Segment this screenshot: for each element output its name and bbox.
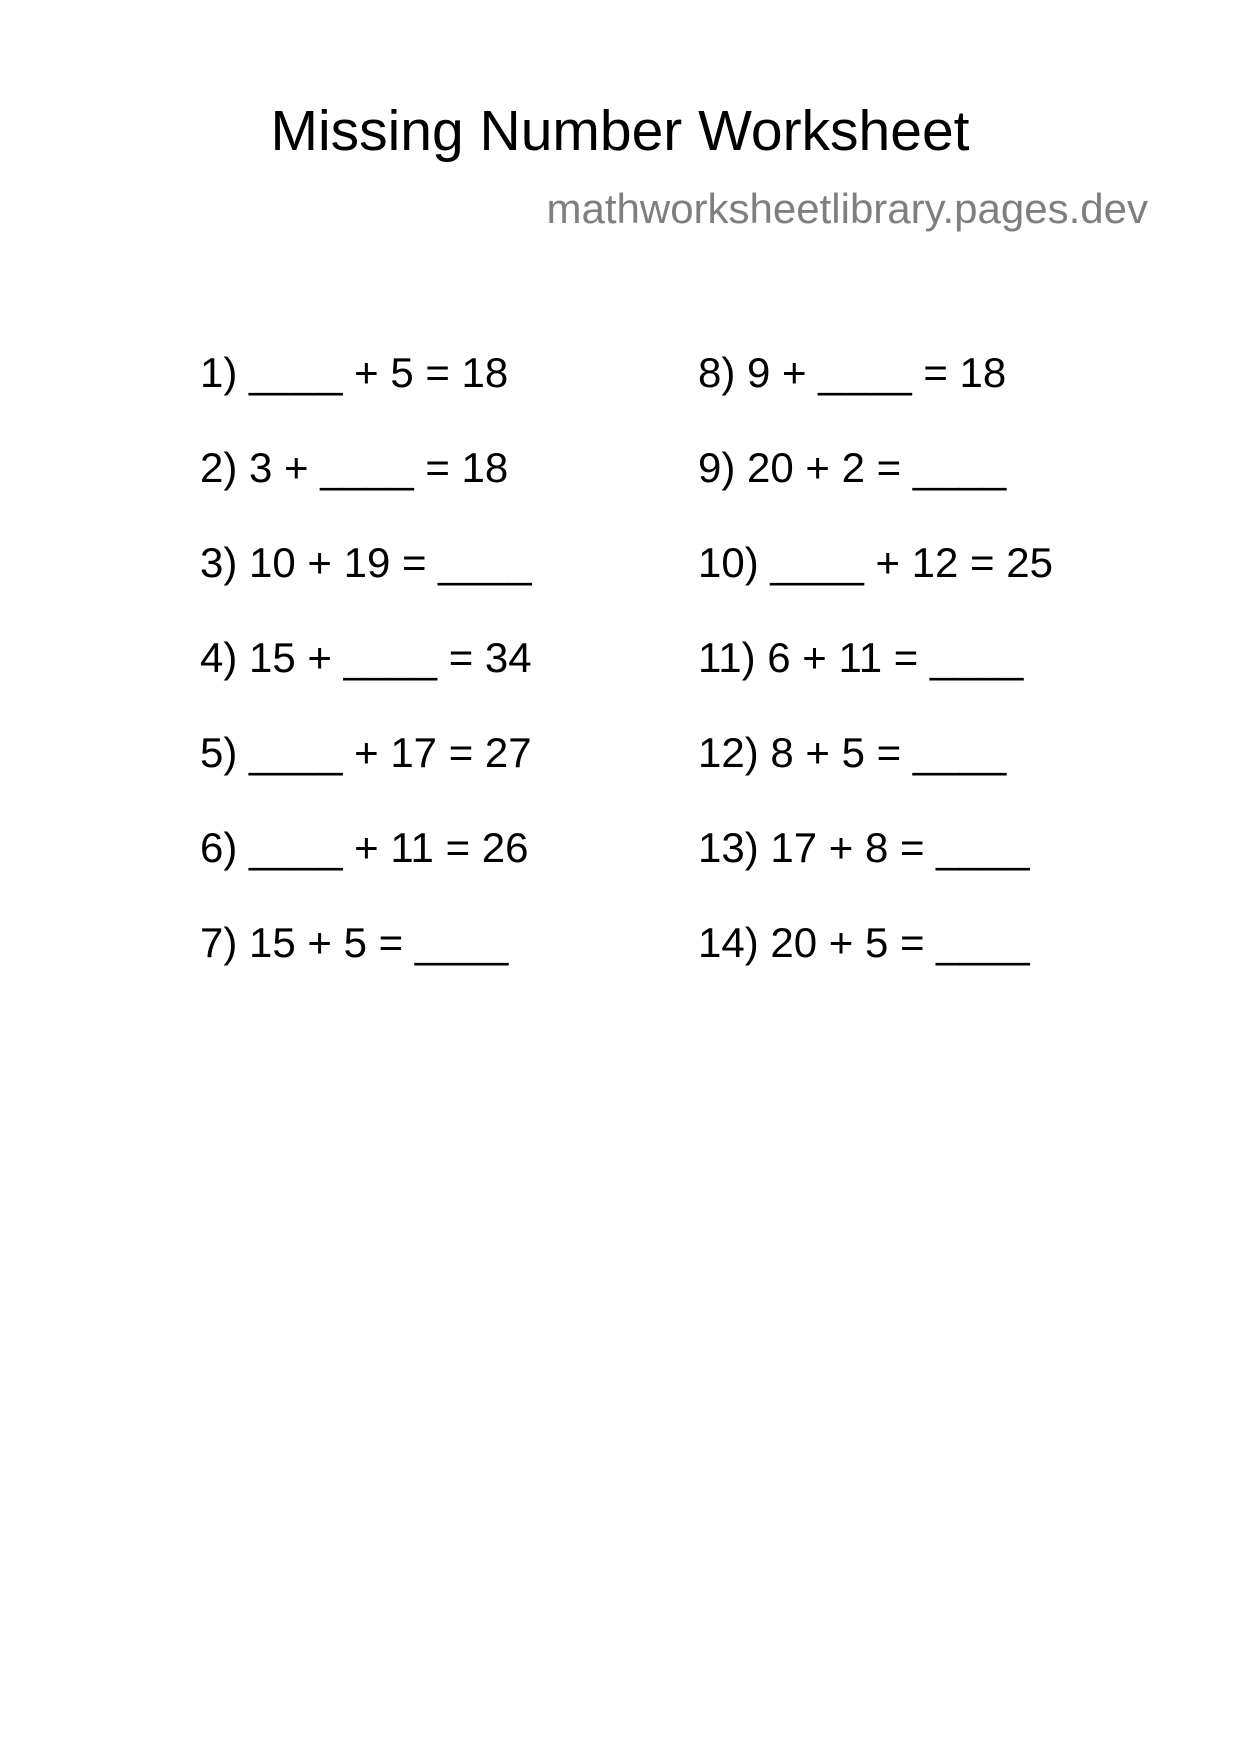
problem-1: 1) ____ + 5 = 18	[200, 349, 509, 396]
source-url: mathworksheetlibrary.pages.dev	[546, 185, 1148, 232]
problem-11: 11) 6 + 11 = ____	[698, 634, 1024, 681]
problem-8: 8) 9 + ____ = 18	[698, 349, 1007, 396]
problem-13: 13) 17 + 8 = ____	[698, 824, 1030, 871]
problem-6: 6) ____ + 11 = 26	[200, 824, 529, 871]
problem-4: 4) 15 + ____ = 34	[200, 634, 532, 681]
problem-12: 12) 8 + 5 = ____	[698, 729, 1007, 776]
problem-3: 3) 10 + 19 = ____	[200, 539, 532, 586]
problem-9: 9) 20 + 2 = ____	[698, 444, 1007, 491]
problem-column-right	[698, 348, 1053, 1013]
worksheet-title: Missing Number Worksheet	[270, 99, 970, 163]
problem-5: 5) ____ + 17 = 27	[200, 729, 532, 776]
problem-10: 10) ____ + 12 = 25	[698, 539, 1053, 586]
problem-14: 14) 20 + 5 = ____	[698, 919, 1030, 966]
problem-2: 2) 3 + ____ = 18	[200, 444, 509, 491]
problem-7: 7) 15 + 5 = ____	[200, 919, 509, 966]
problem-column-left	[200, 348, 532, 1013]
